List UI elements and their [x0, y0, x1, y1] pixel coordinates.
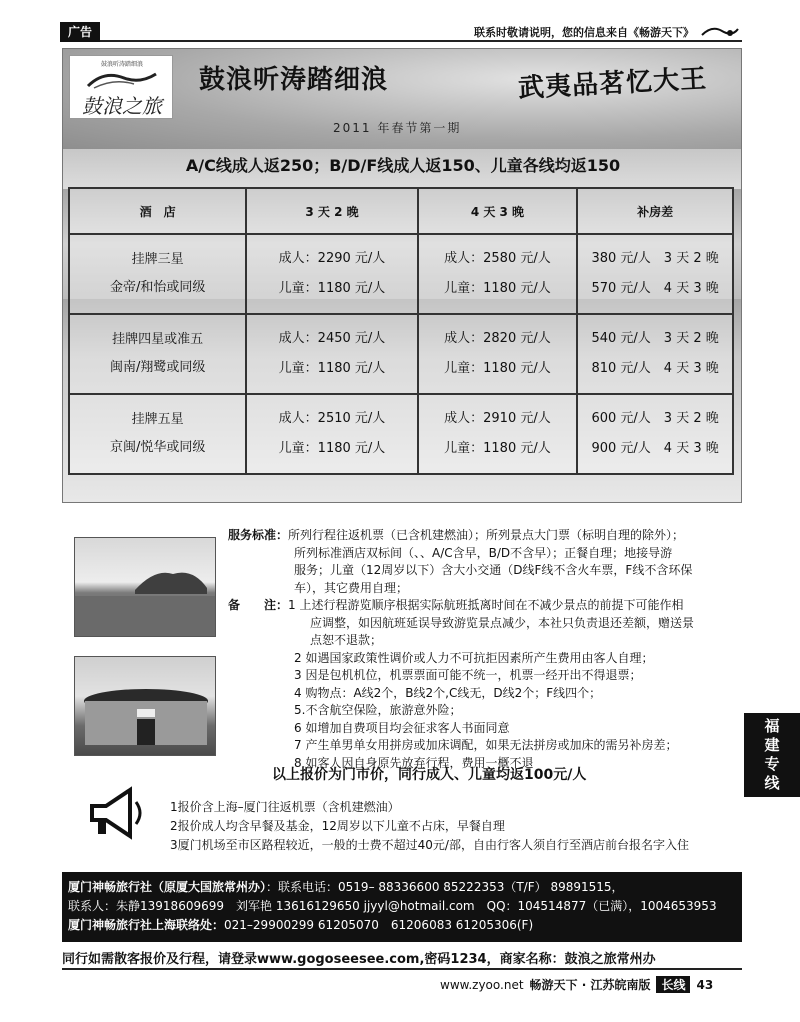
- remark-line: 2 如遇国家政策性调价或人力不可抗拒因素所产生费用由客人自理；: [294, 650, 654, 665]
- island-photo-art: [75, 538, 216, 637]
- price-3d2n: [246, 314, 417, 394]
- persons-label: 联系人：: [68, 899, 117, 913]
- child-price: 儿童：1180 元/人: [278, 281, 386, 296]
- hero-banner: [62, 48, 742, 503]
- return-banner: 以上报价为门市价，同行成人、儿童均返100元/人: [272, 767, 587, 783]
- remark-line: 点恕不退款；: [310, 633, 383, 647]
- table-row: [69, 394, 733, 474]
- adult-price: 成人：2580 元/人: [444, 251, 551, 266]
- hotel-cell: [69, 234, 246, 314]
- supplement-3d2n: 540 元/人 3 天 2 晚: [591, 331, 719, 346]
- price-4d3n: [418, 314, 578, 394]
- hotel-cell: [69, 314, 246, 394]
- remark-line: 4 购物点：A线2个，B线2个,C线无，D线2个；F线四个；: [294, 685, 602, 700]
- price-3d2n: [246, 234, 417, 314]
- header-hotel: 酒 店: [69, 188, 246, 234]
- agency-name: 厦门神畅旅行社（原厦大国旅常州办）: [68, 880, 267, 894]
- tulou-photo: [74, 656, 216, 756]
- price-4d3n: [418, 234, 578, 314]
- remark-line: 7 产生单男单女用拼房或加床调配，如果无法拼房或加床的需另补房差；: [294, 738, 678, 752]
- megaphone-icon: [86, 786, 150, 840]
- adult-price: 成人：2450 元/人: [278, 331, 386, 346]
- side-tab-char: 专: [764, 755, 780, 773]
- extra-note: 2报价成人均含早餐及基金，12周岁以下儿童不占床，早餐自理: [170, 819, 505, 833]
- side-tab-char: 建: [764, 736, 780, 754]
- price-3d2n: [246, 394, 417, 474]
- extra-note: 1报价含上海–厦门往返机票（含机建燃油）: [170, 800, 400, 814]
- remark-line: 8 如客人因自身原先放弃行程，费用一概不退: [294, 755, 534, 770]
- island-photo: [74, 537, 216, 637]
- remark-line: 1 上述行程游览顺序根据实际航班抵离时间在不减少景点的前提下可能作相: [288, 598, 684, 612]
- remark-line: 3 因是包机机位，机票票面可能不统一，机票一经开出不得退票；: [294, 668, 642, 682]
- slogan-left: 鼓浪听涛踏细浪: [199, 65, 389, 95]
- header-4d3n: 4 天 3 晚: [418, 188, 578, 234]
- phone-numbers: 0519– 88336600 85222353（T/F） 89891515，: [338, 880, 624, 894]
- hotel-names: 京闽/悦华或同级: [109, 440, 206, 455]
- child-price: 儿童：1180 元/人: [278, 361, 386, 376]
- table-row: [69, 234, 733, 314]
- brand-mark-icon: [700, 23, 740, 39]
- service-label: 服务标准：: [228, 528, 289, 542]
- price-table: [68, 187, 734, 475]
- room-supplement: [577, 394, 733, 474]
- child-price: 儿童：1180 元/人: [444, 361, 551, 376]
- remark-line: 6 如增加自费项目均会征求客人书面同意: [294, 720, 510, 735]
- adult-price: 成人：2290 元/人: [278, 251, 386, 266]
- table-row: [69, 314, 733, 394]
- contact-persons: 朱静13918609699 刘军艳 13616129650 jjyyl@hotmail.com QQ：104514877（已满），1004653953: [116, 899, 717, 913]
- footer-tag: 长线: [656, 976, 690, 993]
- logo-swoosh-icon: [84, 68, 160, 92]
- room-supplement: [577, 234, 733, 314]
- tulou-photo-art: [75, 657, 216, 756]
- remarks-label: 备 注：: [228, 598, 289, 612]
- side-tab-char: 福: [764, 717, 780, 735]
- contact-box: [62, 872, 742, 942]
- service-notes: [228, 527, 748, 772]
- slogan-right: 武夷品茗忆大王: [517, 64, 708, 104]
- service-line: 服务；儿童（12周岁以下）含大小交通（D线F线不含火车票，F线不含环保: [294, 563, 693, 577]
- price-table-header: [69, 188, 733, 234]
- adult-price: 成人：2910 元/人: [444, 411, 551, 426]
- child-price: 儿童：1180 元/人: [278, 441, 386, 456]
- remark-line: 5.不含航空保险，旅游意外险；: [294, 703, 462, 717]
- logo-tagline: 鼓浪听涛踏细浪: [100, 61, 143, 68]
- remark-line: 应调整，如因航班延误导致游览景点减少，本社只负责退还差额，赠送景: [310, 615, 695, 630]
- supplement-4d3n: 570 元/人 4 天 3 晚: [591, 281, 719, 296]
- footer-publication: 畅游天下 · 江苏皖南版: [529, 978, 651, 992]
- supplement-4d3n: 810 元/人 4 天 3 晚: [591, 361, 719, 376]
- service-line: 所列标准酒店双标间（、、A/C含早，B/D不含早）；正餐自理；地接导游: [294, 545, 673, 560]
- footer: [440, 976, 713, 993]
- supplement-4d3n: 900 元/人 4 天 3 晚: [591, 441, 719, 456]
- footer-divider: [62, 968, 742, 970]
- ad-tag: 广告: [60, 22, 100, 42]
- phone-label: ：联系电话：: [266, 880, 339, 894]
- top-bar: [60, 22, 742, 42]
- hotel-names: 金帝/和怡或同级: [109, 280, 206, 295]
- rebate-headline: A/C线成人返250；B/D/F线成人返150、儿童各线均返150: [185, 156, 621, 175]
- child-price: 儿童：1180 元/人: [444, 441, 551, 456]
- footer-site: www.zyoo.net: [440, 978, 524, 992]
- header-3d2n: 3 天 2 晚: [246, 188, 417, 234]
- supplement-3d2n: 380 元/人 3 天 2 晚: [591, 251, 719, 266]
- price-4d3n: [418, 394, 578, 474]
- logo: [69, 55, 173, 119]
- page-number: 43: [696, 978, 714, 992]
- shanghai-office-phones: 021–29900299 61205070 61206083 61205306(F): [224, 918, 534, 932]
- extra-note: 3厦门机场至市区路程较近，一般的士费不超过40元/部，自由行客人须自行至酒店前台报名字入住: [170, 838, 689, 852]
- login-line: 同行如需散客报价及行程，请登录www.gogoseesee.com,密码1234，商家名称：鼓浪之旅常州办: [62, 952, 656, 967]
- extra-notes: [170, 798, 689, 855]
- fujian-line-tab: [744, 713, 800, 797]
- adult-price: 成人：2510 元/人: [278, 411, 386, 426]
- service-line: 所列行程往返机票（已含机建燃油）；所列景点大门票（标明自理的除外）；: [288, 528, 685, 542]
- header-supplement: 补房差: [577, 188, 733, 234]
- hotel-grade: 挂牌五星: [131, 412, 184, 427]
- service-line: 车），其它费用自理；: [294, 580, 409, 595]
- hotel-grade: 挂牌四星或准五: [112, 332, 204, 347]
- contact-note: 联系时敬请说明，您的信息来自《畅游天下》: [474, 26, 694, 39]
- side-tab-char: 线: [764, 774, 780, 792]
- logo-text: 鼓浪之旅: [82, 94, 162, 118]
- adult-price: 成人：2820 元/人: [444, 331, 551, 346]
- shanghai-office-label: 厦门神畅旅行社上海联络处：: [68, 918, 225, 932]
- room-supplement: [577, 314, 733, 394]
- child-price: 儿童：1180 元/人: [444, 281, 551, 296]
- hotel-cell: [69, 394, 246, 474]
- hotel-names: 闽南/翔鹭或同级: [109, 360, 206, 375]
- hotel-grade: 挂牌三星: [131, 252, 184, 267]
- supplement-3d2n: 600 元/人 3 天 2 晚: [591, 411, 719, 426]
- issue-label: 2011 年春节第一期: [333, 121, 462, 135]
